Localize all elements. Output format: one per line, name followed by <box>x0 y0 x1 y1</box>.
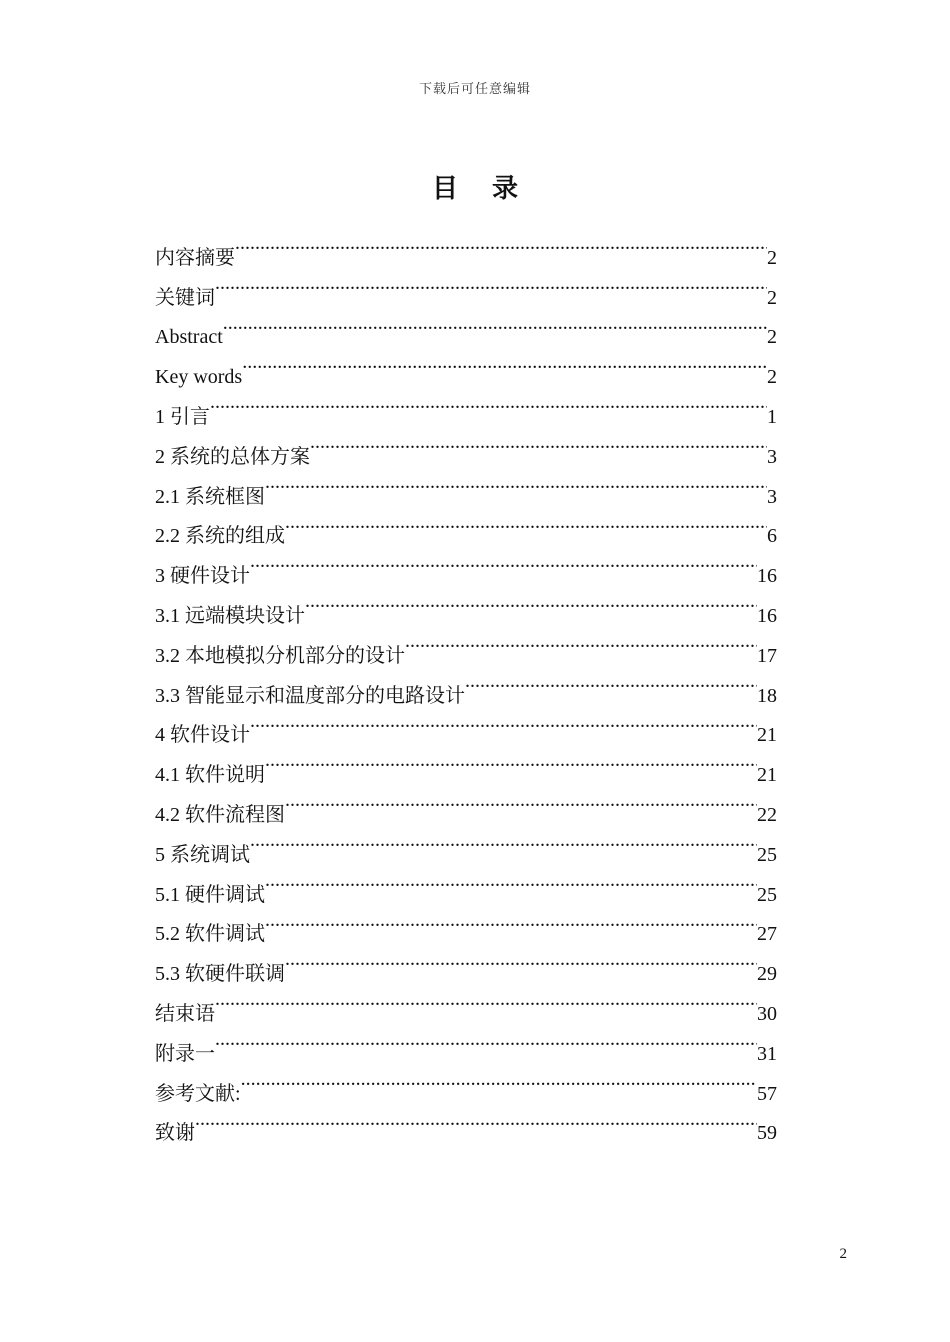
toc-entry-page: 3 <box>767 478 777 518</box>
toc-dot-leader <box>405 622 757 662</box>
toc-dot-leader <box>265 463 767 503</box>
page-number: 2 <box>839 1246 847 1262</box>
toc-entry-label: 参考文献: <box>155 1082 241 1105</box>
toc-dot-leader <box>223 304 767 344</box>
toc-entry-page: 2 <box>767 318 777 358</box>
toc-entry-label: 4.2 软件流程图 <box>155 803 285 826</box>
toc-entry-label: 5.2 软件调试 <box>155 923 265 946</box>
toc-entry-page: 27 <box>757 915 777 955</box>
toc-entry-label: 关键词 <box>155 286 215 309</box>
toc-entry-label: 3.3 智能显示和温度部分的电路设计 <box>155 684 465 707</box>
toc-entry-label: 2.2 系统的组成 <box>155 525 285 548</box>
toc-dot-leader <box>250 821 757 861</box>
toc-entry[interactable] <box>155 980 777 1025</box>
toc-entry-page: 2 <box>767 279 777 319</box>
toc-entry-page: 1 <box>767 398 777 438</box>
toc-dot-leader <box>310 423 767 463</box>
toc-entry-label: 2.1 系统框图 <box>155 485 265 508</box>
toc-entry-page: 31 <box>757 1035 777 1075</box>
toc-dot-leader <box>241 1060 757 1100</box>
toc-entry-page: 21 <box>757 716 777 756</box>
toc-title: 目录 <box>431 174 552 203</box>
toc-entry-page: 59 <box>757 1114 777 1154</box>
toc-entry-page: 18 <box>757 677 777 717</box>
header-note: 下载后可任意编辑 <box>418 81 531 96</box>
toc-entry-label: 5 系统调试 <box>155 843 250 866</box>
toc-dot-leader <box>215 1020 757 1060</box>
toc-entry-label: 5.3 软硬件联调 <box>155 963 285 986</box>
toc-entry-page: 25 <box>757 876 777 916</box>
toc-entry[interactable] <box>155 304 777 349</box>
toc-dot-leader <box>285 503 767 543</box>
toc-entry-label: 1 引言 <box>155 405 210 428</box>
toc-dot-leader <box>250 542 757 582</box>
toc-entry[interactable] <box>155 264 777 309</box>
toc-entry-label: 3.2 本地模拟分机部分的设计 <box>155 644 405 667</box>
toc-entry[interactable] <box>155 224 777 269</box>
toc-dot-leader <box>285 781 757 821</box>
toc-entry-page: 2 <box>767 239 777 279</box>
toc-entry-page: 17 <box>757 637 777 677</box>
toc-entry[interactable] <box>155 1100 777 1145</box>
toc-dot-leader <box>195 1100 757 1140</box>
toc-entry-label: 3.1 远端模块设计 <box>155 604 305 627</box>
toc-entry-page: 16 <box>757 557 777 597</box>
toc-entry-page: 2 <box>767 358 777 398</box>
toc-entry[interactable] <box>155 343 777 389</box>
toc-entry-label: 致谢 <box>155 1122 195 1145</box>
toc-entry-label: 内容摘要 <box>155 246 235 269</box>
toc-entry-page: 22 <box>757 796 777 836</box>
toc-dot-leader <box>285 940 757 980</box>
toc-entry-label: 2 系统的总体方案 <box>155 445 310 468</box>
toc-entry-page: 16 <box>757 597 777 637</box>
toc-entry-label: 结束语 <box>155 1002 215 1025</box>
toc-entry[interactable] <box>155 1060 777 1105</box>
table-of-contents <box>155 224 777 1145</box>
toc-entry-label: 5.1 硬件调试 <box>155 883 265 906</box>
toc-entry-page: 3 <box>767 438 777 478</box>
toc-entry-label: 附录一 <box>155 1042 215 1065</box>
toc-entry-label: 4 软件设计 <box>155 724 250 747</box>
toc-entry[interactable] <box>155 423 777 468</box>
toc-entry-label: Key words <box>155 366 243 389</box>
toc-dot-leader <box>465 662 757 702</box>
toc-dot-leader <box>265 901 757 941</box>
toc-dot-leader <box>250 702 757 742</box>
toc-entry-page: 57 <box>757 1075 777 1115</box>
toc-entry-page: 30 <box>757 995 777 1035</box>
toc-dot-leader <box>242 343 767 383</box>
toc-dot-leader <box>210 383 767 423</box>
toc-entry-label: 3 硬件设计 <box>155 565 250 588</box>
toc-dot-leader <box>265 861 757 901</box>
toc-entry-label: 4.1 软件说明 <box>155 764 265 787</box>
toc-dot-leader <box>215 264 767 304</box>
toc-dot-leader <box>305 582 757 622</box>
toc-entry-page: 6 <box>767 517 777 557</box>
toc-entry-label: Abstract <box>155 326 223 349</box>
toc-entry-page: 25 <box>757 836 777 876</box>
toc-entry[interactable] <box>155 383 777 428</box>
toc-dot-leader <box>265 741 757 781</box>
toc-entry-page: 21 <box>757 756 777 796</box>
toc-entry-page: 29 <box>757 955 777 995</box>
toc-dot-leader <box>215 980 757 1020</box>
toc-dot-leader <box>235 224 767 264</box>
toc-entry[interactable] <box>155 1020 777 1065</box>
